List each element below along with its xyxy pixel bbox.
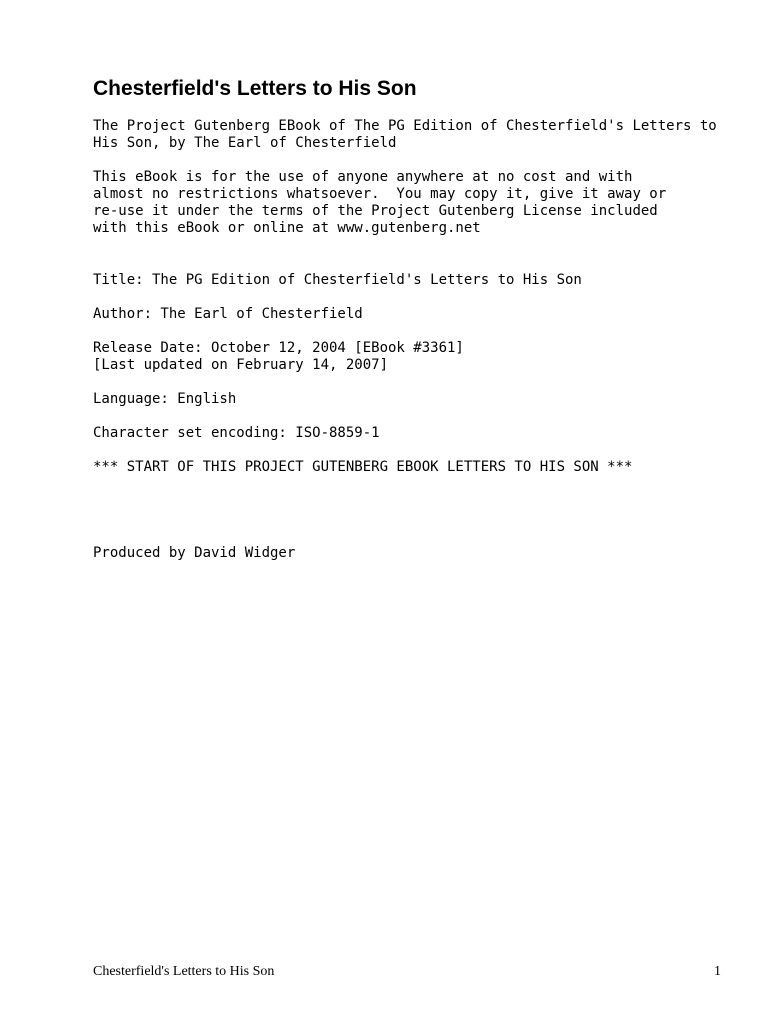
language-line: Language: English (93, 391, 237, 407)
title-line: Title: The PG Edition of Chesterfield's Letters to His Son (93, 272, 582, 288)
license-paragraph: This eBook is for the use of anyone anywhere at no cost and with almost no restrictions whatsoever. You may copy it, give it away or re-use it under the terms of the Project Gutenberg License included with this eBook or online at www.gutenberg.net (93, 169, 667, 236)
footer-page-number: 1 (714, 964, 721, 979)
producer-line: Produced by David Widger (93, 545, 296, 561)
start-marker: *** START OF THIS PROJECT GUTENBERG EBOOK LETTERS TO HIS SON *** (93, 459, 633, 475)
footer-running-title: Chesterfield's Letters to His Son (93, 964, 275, 979)
ebook-intro: The Project Gutenberg EBook of The PG Edition of Chesterfield's Letters to His Son, by The Earl of Chesterfield (93, 118, 717, 151)
release-date-line: Release Date: October 12, 2004 [EBook #3361] [Last updated on February 14, 2007] (93, 340, 464, 373)
encoding-line: Character set encoding: ISO-8859-1 (93, 425, 380, 441)
author-line: Author: The Earl of Chesterfield (93, 306, 363, 322)
document-title: Chesterfield's Letters to His Son (93, 77, 417, 100)
